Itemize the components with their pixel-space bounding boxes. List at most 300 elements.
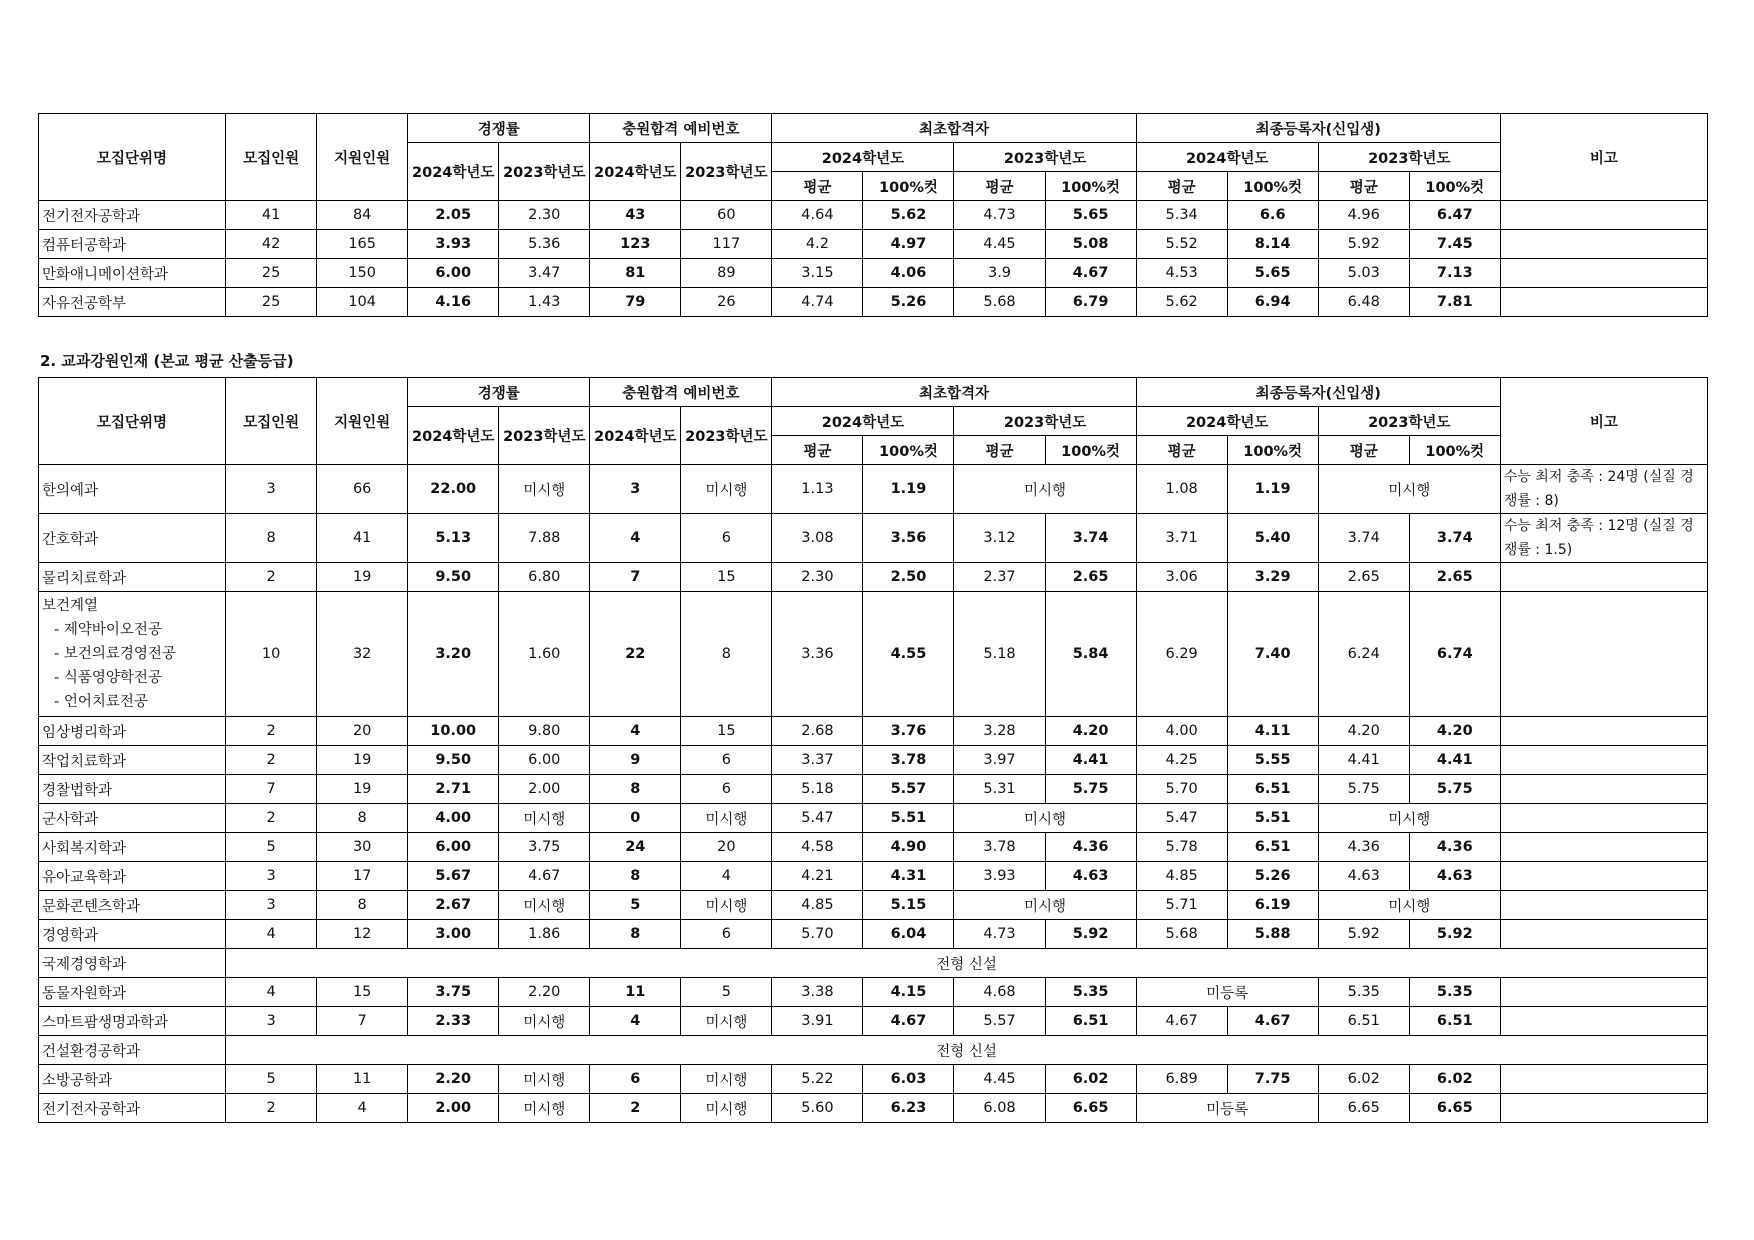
c24-cell: 2.05: [408, 201, 499, 230]
f23c-cell: 5.35: [1045, 978, 1136, 1007]
r24c-cell: 7.75: [1227, 1065, 1318, 1094]
unit-name: 군사학과: [39, 804, 226, 833]
header-avg: 평균: [954, 172, 1045, 201]
c23-cell: 4.67: [499, 862, 590, 891]
r23a-cell: 5.03: [1318, 259, 1409, 288]
remarks-cell: [1500, 1007, 1707, 1036]
header-cut: 100%컷: [1227, 436, 1318, 465]
header-year-2023: 2023학년도: [499, 143, 590, 201]
unit-name: 소방공학과: [39, 1065, 226, 1094]
c24-cell: 4.00: [408, 804, 499, 833]
r23a-cell: 5.35: [1318, 978, 1409, 1007]
first-2024-cut: 2.50: [863, 563, 954, 592]
unit-sub-major: - 보건의료경영전공: [54, 646, 176, 662]
w23-cell: 미시행: [681, 891, 772, 920]
header-cut: 100%컷: [863, 436, 954, 465]
unit-name: 사회복지학과: [39, 833, 226, 862]
w24-cell: 79: [590, 288, 681, 317]
f24a-cell: 5.47: [772, 804, 863, 833]
first-2024-cut: 3.56: [863, 514, 954, 563]
header-unit: 모집단위명: [39, 378, 226, 465]
first-2023-merged: 미시행: [954, 804, 1136, 833]
final-2024-merged: 미등록: [1136, 978, 1318, 1007]
f23c-cell: 4.67: [1045, 259, 1136, 288]
final-2023-avg: 6.24: [1318, 592, 1409, 717]
r24c-cell: 5.55: [1227, 746, 1318, 775]
f23a-cell: 5.57: [954, 1007, 1045, 1036]
header-quota: 모집인원: [226, 114, 317, 201]
table-row: [39, 775, 1708, 804]
first-2024-avg: 1.13: [772, 465, 863, 514]
admissions-table-1: [38, 113, 1708, 317]
final-2024-merged: 미등록: [1136, 1094, 1318, 1123]
unit-name: 만화애니메이션학과: [39, 259, 226, 288]
table-row: [39, 949, 1708, 978]
final-2023-merged: 미시행: [1318, 465, 1500, 514]
quota-cell: 7: [226, 775, 317, 804]
r24a-cell: 5.78: [1136, 833, 1227, 862]
r24c-cell: 6.51: [1227, 833, 1318, 862]
r24c-cell: 6.6: [1227, 201, 1318, 230]
table-row: [39, 592, 1708, 717]
applicants-cell: 8: [317, 804, 408, 833]
f24c-cell: 5.57: [863, 775, 954, 804]
first-2023-merged: 미시행: [954, 891, 1136, 920]
f24a-cell: 4.58: [772, 833, 863, 862]
applicants-cell: 17: [317, 862, 408, 891]
remarks-cell: [1500, 514, 1707, 563]
f23c-cell: 6.79: [1045, 288, 1136, 317]
r24c-cell: 6.19: [1227, 891, 1318, 920]
header-first-pass: 최초합격자: [772, 378, 1136, 407]
r24c-cell: 4.11: [1227, 717, 1318, 746]
header-competition: 경쟁률: [408, 378, 590, 407]
remarks-cell: [1500, 288, 1707, 317]
r24c-cell: 5.26: [1227, 862, 1318, 891]
r24c-cell: 6.94: [1227, 288, 1318, 317]
header-cut: 100%컷: [1409, 172, 1500, 201]
f24a-cell: 4.2: [772, 230, 863, 259]
final-2024-avg: 3.06: [1136, 563, 1227, 592]
c23-cell: 3.75: [499, 833, 590, 862]
first-2023-avg: 2.37: [954, 563, 1045, 592]
final-2024-cut: 5.40: [1227, 514, 1318, 563]
header-year-2023: 2023학년도: [1318, 143, 1500, 172]
r24c-cell: 6.51: [1227, 775, 1318, 804]
r24a-cell: 5.68: [1136, 920, 1227, 949]
header-year-2024: 2024학년도: [772, 407, 954, 436]
table-row: [39, 1007, 1708, 1036]
header-applicants: 지원인원: [317, 114, 408, 201]
f24a-cell: 4.64: [772, 201, 863, 230]
header-year-2024: 2024학년도: [1136, 143, 1318, 172]
r24c-cell: 4.67: [1227, 1007, 1318, 1036]
f23c-cell: 6.51: [1045, 1007, 1136, 1036]
w23-cell: 89: [681, 259, 772, 288]
header-avg: 평균: [1318, 436, 1409, 465]
remarks-cell: [1500, 746, 1707, 775]
f24a-cell: 3.91: [772, 1007, 863, 1036]
first-2023-merged: 미시행: [954, 465, 1136, 514]
remarks-cell: [1500, 891, 1707, 920]
quota-cell: 10: [226, 592, 317, 717]
header-quota: 모집인원: [226, 378, 317, 465]
waitlist-2024: 22: [590, 592, 681, 717]
w23-cell: 6: [681, 920, 772, 949]
remarks-cell: [1500, 1065, 1707, 1094]
f23c-cell: 4.63: [1045, 862, 1136, 891]
applicants-cell: 41: [317, 514, 408, 563]
w24-cell: 11: [590, 978, 681, 1007]
unit-name: 동물자원학과: [39, 978, 226, 1007]
c23-cell: 미시행: [499, 804, 590, 833]
r24c-cell: 5.88: [1227, 920, 1318, 949]
c23-cell: 미시행: [499, 1094, 590, 1123]
applicants-cell: 8: [317, 891, 408, 920]
f24c-cell: 4.97: [863, 230, 954, 259]
remarks-cell: [1500, 465, 1707, 514]
r23a-cell: 6.48: [1318, 288, 1409, 317]
r24a-cell: 5.47: [1136, 804, 1227, 833]
applicants-cell: 19: [317, 563, 408, 592]
w23-cell: 26: [681, 288, 772, 317]
unit-name: 국제경영학과: [39, 949, 226, 978]
remarks-cell: [1500, 920, 1707, 949]
header-avg: 평균: [1318, 172, 1409, 201]
competition-2023: 1.60: [499, 592, 590, 717]
applicants-cell: 15: [317, 978, 408, 1007]
applicants-cell: 165: [317, 230, 408, 259]
w24-cell: 0: [590, 804, 681, 833]
table-row: [39, 978, 1708, 1007]
header-year-2024: 2024학년도: [772, 143, 954, 172]
f23a-cell: 6.08: [954, 1094, 1045, 1123]
admissions-table-2: [38, 377, 1708, 1123]
w24-cell: 123: [590, 230, 681, 259]
c23-cell: 5.36: [499, 230, 590, 259]
f24a-cell: 5.18: [772, 775, 863, 804]
remark-line: 수능 최저 충족 : 24명: [1503, 469, 1639, 485]
header-year-2023: 2023학년도: [681, 407, 772, 465]
quota-cell: 3: [226, 891, 317, 920]
c23-cell: 3.47: [499, 259, 590, 288]
c23-cell: 2.20: [499, 978, 590, 1007]
r24c-cell: 8.14: [1227, 230, 1318, 259]
header-competition: 경쟁률: [408, 114, 590, 143]
c24-cell: 3.93: [408, 230, 499, 259]
quota-cell: 2: [226, 804, 317, 833]
r23a-cell: 4.20: [1318, 717, 1409, 746]
first-2024-cut: 1.19: [863, 465, 954, 514]
f23c-cell: 5.08: [1045, 230, 1136, 259]
f23c-cell: 4.20: [1045, 717, 1136, 746]
header-applicants: 지원인원: [317, 378, 408, 465]
remarks-cell: [1500, 717, 1707, 746]
f23c-cell: 4.36: [1045, 833, 1136, 862]
f24c-cell: 6.03: [863, 1065, 954, 1094]
w23-cell: 5: [681, 978, 772, 1007]
header-waitlist: 충원합격 예비번호: [590, 114, 772, 143]
waitlist-2024: 3: [590, 465, 681, 514]
c24-cell: 2.33: [408, 1007, 499, 1036]
applicants-cell: 19: [317, 775, 408, 804]
r24a-cell: 4.53: [1136, 259, 1227, 288]
header-avg: 평균: [954, 436, 1045, 465]
quota-cell: 41: [226, 201, 317, 230]
f24c-cell: 5.51: [863, 804, 954, 833]
w24-cell: 43: [590, 201, 681, 230]
c24-cell: 2.67: [408, 891, 499, 920]
w23-cell: 6: [681, 775, 772, 804]
w24-cell: 9: [590, 746, 681, 775]
header-year-2024: 2024학년도: [408, 143, 499, 201]
remarks-cell: [1500, 259, 1707, 288]
r23c-cell: 5.35: [1409, 978, 1500, 1007]
w24-cell: 2: [590, 1094, 681, 1123]
w23-cell: 미시행: [681, 1094, 772, 1123]
w23-cell: 15: [681, 717, 772, 746]
c23-cell: 미시행: [499, 1065, 590, 1094]
header-avg: 평균: [1136, 172, 1227, 201]
r23c-cell: 6.47: [1409, 201, 1500, 230]
r23a-cell: 6.51: [1318, 1007, 1409, 1036]
final-2023-merged: 미시행: [1318, 804, 1500, 833]
quota-cell: 3: [226, 862, 317, 891]
competition-2024: 22.00: [408, 465, 499, 514]
r23a-cell: 6.65: [1318, 1094, 1409, 1123]
header-year-2024: 2024학년도: [590, 143, 681, 201]
f24a-cell: 4.21: [772, 862, 863, 891]
section-2-title: 2. 교과강원인재 (본교 평균 산출등급): [40, 352, 294, 370]
r23c-cell: 7.81: [1409, 288, 1500, 317]
quota-cell: 5: [226, 833, 317, 862]
r24a-cell: 4.00: [1136, 717, 1227, 746]
table-row: [39, 230, 1708, 259]
table-row: [39, 891, 1708, 920]
r24c-cell: 5.51: [1227, 804, 1318, 833]
table-row: [39, 1036, 1708, 1065]
f23c-cell: 5.65: [1045, 201, 1136, 230]
unit-name: 자유전공학부: [39, 288, 226, 317]
competition-2024: 5.13: [408, 514, 499, 563]
header-first-pass: 최초합격자: [772, 114, 1136, 143]
final-2024-avg: 1.08: [1136, 465, 1227, 514]
quota-cell: 2: [226, 717, 317, 746]
f23a-cell: 4.73: [954, 920, 1045, 949]
quota-cell: 5: [226, 1065, 317, 1094]
r23c-cell: 5.75: [1409, 775, 1500, 804]
f23a-cell: 4.68: [954, 978, 1045, 1007]
w23-cell: 6: [681, 746, 772, 775]
c24-cell: 6.00: [408, 833, 499, 862]
f23a-cell: 5.68: [954, 288, 1045, 317]
competition-2023: 7.88: [499, 514, 590, 563]
first-2024-cut: 4.55: [863, 592, 954, 717]
competition-2024: 3.20: [408, 592, 499, 717]
c23-cell: 1.86: [499, 920, 590, 949]
header-waitlist: 충원합격 예비번호: [590, 378, 772, 407]
waitlist-2024: 7: [590, 563, 681, 592]
r23c-cell: 7.13: [1409, 259, 1500, 288]
f24a-cell: 5.70: [772, 920, 863, 949]
c24-cell: 2.71: [408, 775, 499, 804]
w24-cell: 5: [590, 891, 681, 920]
remarks-cell: [1500, 833, 1707, 862]
applicants-cell: 104: [317, 288, 408, 317]
first-2024-avg: 3.36: [772, 592, 863, 717]
r24a-cell: 4.25: [1136, 746, 1227, 775]
unit-name: 한의예과: [39, 465, 226, 514]
quota-cell: 2: [226, 563, 317, 592]
final-2023-merged: 미시행: [1318, 891, 1500, 920]
header-year-2023: 2023학년도: [681, 143, 772, 201]
f23c-cell: 5.92: [1045, 920, 1136, 949]
w23-cell: 미시행: [681, 804, 772, 833]
first-2024-avg: 3.08: [772, 514, 863, 563]
remarks-cell: [1500, 230, 1707, 259]
r23c-cell: 4.41: [1409, 746, 1500, 775]
f24c-cell: 5.15: [863, 891, 954, 920]
unit-name: 전기전자공학과: [39, 201, 226, 230]
w24-cell: 4: [590, 1007, 681, 1036]
unit-name: 전기전자공학과: [39, 1094, 226, 1123]
r24a-cell: 6.89: [1136, 1065, 1227, 1094]
header-final-reg: 최종등록자(신입생): [1136, 114, 1500, 143]
w24-cell: 6: [590, 1065, 681, 1094]
final-2024-cut: 3.29: [1227, 563, 1318, 592]
unit-name: 문화콘텐츠학과: [39, 891, 226, 920]
first-2023-cut: 5.84: [1045, 592, 1136, 717]
unit-name: 경찰법학과: [39, 775, 226, 804]
f23c-cell: 5.75: [1045, 775, 1136, 804]
header-avg: 평균: [772, 172, 863, 201]
r23a-cell: 4.96: [1318, 201, 1409, 230]
waitlist-2023: 미시행: [681, 465, 772, 514]
header-year-2024: 2024학년도: [408, 407, 499, 465]
quota-cell: 4: [226, 978, 317, 1007]
remarks-cell: [1500, 978, 1707, 1007]
r23c-cell: 4.63: [1409, 862, 1500, 891]
final-2023-avg: 2.65: [1318, 563, 1409, 592]
f23c-cell: 6.65: [1045, 1094, 1136, 1123]
header-final-reg: 최종등록자(신입생): [1136, 378, 1500, 407]
quota-cell: 25: [226, 288, 317, 317]
c24-cell: 9.50: [408, 746, 499, 775]
c24-cell: 6.00: [408, 259, 499, 288]
quota-cell: 4: [226, 920, 317, 949]
f23a-cell: 4.45: [954, 1065, 1045, 1094]
r24a-cell: 5.52: [1136, 230, 1227, 259]
f24c-cell: 3.78: [863, 746, 954, 775]
table-row: [39, 288, 1708, 317]
remarks-cell: [1500, 201, 1707, 230]
f24a-cell: 4.74: [772, 288, 863, 317]
r23c-cell: 4.36: [1409, 833, 1500, 862]
waitlist-2023: 15: [681, 563, 772, 592]
unit-name: 간호학과: [39, 514, 226, 563]
table-row: [39, 920, 1708, 949]
f24c-cell: 6.23: [863, 1094, 954, 1123]
f24a-cell: 4.85: [772, 891, 863, 920]
remarks-cell: [1500, 804, 1707, 833]
waitlist-2023: 6: [681, 514, 772, 563]
quota-cell: 2: [226, 1094, 317, 1123]
applicants-cell: 19: [317, 746, 408, 775]
w23-cell: 미시행: [681, 1065, 772, 1094]
c23-cell: 1.43: [499, 288, 590, 317]
f24c-cell: 4.15: [863, 978, 954, 1007]
f24c-cell: 4.90: [863, 833, 954, 862]
table-row: [39, 465, 1708, 514]
f23a-cell: 4.45: [954, 230, 1045, 259]
table-row: [39, 1065, 1708, 1094]
f23a-cell: 3.9: [954, 259, 1045, 288]
c23-cell: 9.80: [499, 717, 590, 746]
unit-name: 컴퓨터공학과: [39, 230, 226, 259]
r23a-cell: 5.92: [1318, 920, 1409, 949]
r24a-cell: 5.71: [1136, 891, 1227, 920]
f23a-cell: 4.73: [954, 201, 1045, 230]
f24c-cell: 4.06: [863, 259, 954, 288]
c24-cell: 10.00: [408, 717, 499, 746]
quota-cell: 42: [226, 230, 317, 259]
w24-cell: 8: [590, 775, 681, 804]
table-row: [39, 804, 1708, 833]
table-row: [39, 717, 1708, 746]
competition-2023: 6.80: [499, 563, 590, 592]
table-row: [39, 563, 1708, 592]
f24a-cell: 3.37: [772, 746, 863, 775]
w24-cell: 8: [590, 920, 681, 949]
w24-cell: 81: [590, 259, 681, 288]
r23a-cell: 5.92: [1318, 230, 1409, 259]
f24c-cell: 4.67: [863, 1007, 954, 1036]
r24a-cell: 5.70: [1136, 775, 1227, 804]
r23c-cell: 6.51: [1409, 1007, 1500, 1036]
table-row: [39, 833, 1708, 862]
w23-cell: 20: [681, 833, 772, 862]
c24-cell: 4.16: [408, 288, 499, 317]
unit-name: 작업치료학과: [39, 746, 226, 775]
final-2023-avg: 3.74: [1318, 514, 1409, 563]
f23c-cell: 6.02: [1045, 1065, 1136, 1094]
final-2024-avg: 6.29: [1136, 592, 1227, 717]
w24-cell: 24: [590, 833, 681, 862]
header-year-2023: 2023학년도: [1318, 407, 1500, 436]
table-row: [39, 201, 1708, 230]
r23c-cell: 5.92: [1409, 920, 1500, 949]
header-cut: 100%컷: [1409, 436, 1500, 465]
unit-sub-major: - 언어치료전공: [54, 694, 148, 710]
c24-cell: 3.00: [408, 920, 499, 949]
f23a-cell: 3.28: [954, 717, 1045, 746]
unit-name: 건설환경공학과: [39, 1036, 226, 1065]
final-2023-cut: 6.74: [1409, 592, 1500, 717]
c23-cell: 6.00: [499, 746, 590, 775]
unit-name: 임상병리학과: [39, 717, 226, 746]
unit-name: 스마트팜생명과학과: [39, 1007, 226, 1036]
header-cut: 100%컷: [1227, 172, 1318, 201]
header-year-2023: 2023학년도: [954, 407, 1136, 436]
first-2023-avg: 3.12: [954, 514, 1045, 563]
remark-line: 수능 최저 충족 : 12명: [1503, 518, 1639, 534]
f24a-cell: 5.60: [772, 1094, 863, 1123]
header-avg: 평균: [772, 436, 863, 465]
f23a-cell: 3.97: [954, 746, 1045, 775]
r24a-cell: 4.67: [1136, 1007, 1227, 1036]
table-row: [39, 746, 1708, 775]
applicants-cell: 150: [317, 259, 408, 288]
